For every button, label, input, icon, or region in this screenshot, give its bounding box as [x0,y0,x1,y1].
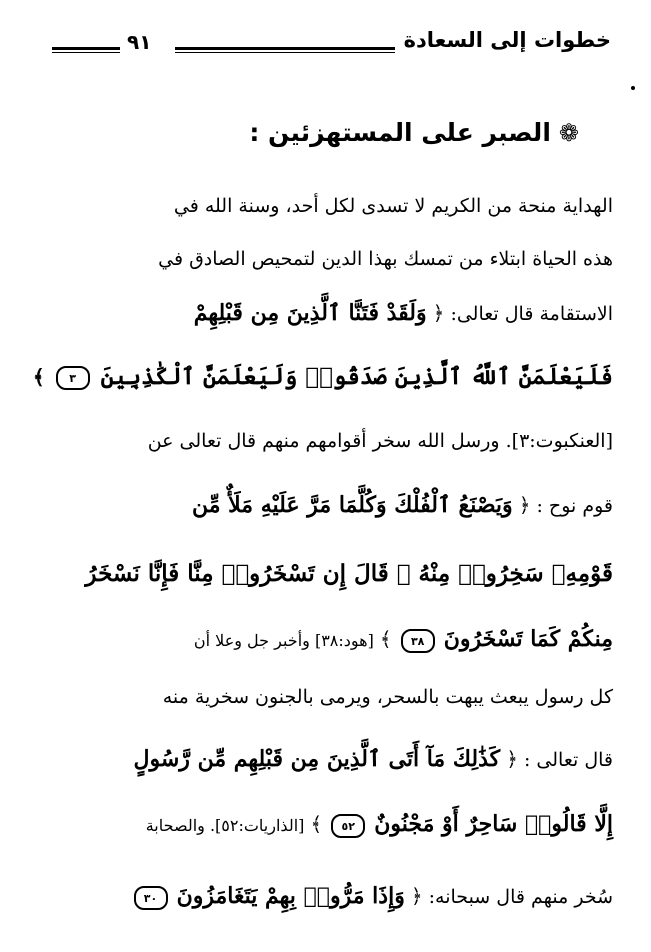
ayah-number-marker: ٣٠ [134,886,168,910]
paragraph-text: الهداية منحة من الكريم لا تسدى لكل أحد، وسنة الله في [173,195,613,217]
flower-icon: ❁ [558,118,579,147]
text-line-6 [44,494,613,516]
text-line-8 [44,628,613,653]
quran-verse: وَإِذَا مَرُّوا۟ بِهِمْ يَتَغَامَزُونَ [176,883,405,909]
quran-verse: وَلَقَدْ فَتَنَّا ٱلَّذِينَ مِن قَبْلِهِمْ [193,300,427,326]
quran-open-bracket: ﴿ [506,747,518,771]
text-line-4 [32,363,613,390]
paragraph-text: هذه الحياة ابتلاء من تمسك بهذا الدين لتمحيص الصادق في [158,248,613,270]
paragraph-text: كل رسول يبعث يبهت بالسحر، ويرمى بالجنون سخرية منه [162,686,613,708]
header-rule-left-thin [52,52,120,53]
paragraph-text: [العنكبوت:٣]. ورسل الله سخر أقوامهم منهم قال تعالى عن [147,430,613,452]
text-line-9 [44,688,613,707]
quran-verse: وَيَصْنَعُ ٱلْفُلْكَ وَكُلَّمَا مَرَّ عَلَيْهِ مَلَأٌ مِّن [191,492,513,518]
paragraph-text: [هود:٣٨] وأخبر جل وعلا أن [193,631,374,650]
text-line-3 [44,302,613,324]
running-header-title: خطوات إلى السعادة [403,28,611,52]
ayah-number-marker: ٣ [56,366,90,390]
quran-verse: مِنكُمْ كَمَا تَسْخَرُونَ [443,626,613,652]
quran-verse: كَذَٰلِكَ مَآ أَتَى ٱلَّذِينَ مِن قَبْلِهِم مِّن رَّسُولٍ [133,746,501,772]
quran-close-bracket: ﴾ [379,627,392,651]
quran-open-bracket: ﴿ [432,301,445,325]
paragraph-text: الاستقامة قال تعالى: [450,303,613,325]
quran-verse: قَوْمِهِۦ سَخِرُوا۟ مِنْهُ ۚ قَالَ إِن تَسْخَرُوا۟ مِنَّا فَإِنَّا نَسْخَرُ [85,560,613,587]
quran-verse: فَلَيَعْلَمَنَّ ٱللَّهُ ٱلَّذِينَ صَدَقُوا۟ وَلَيَعْلَمَنَّ ٱلْكَٰذِبِينَ [100,363,613,390]
text-line-12 [44,885,613,910]
quran-open-bracket: ﴿ [410,884,423,908]
ayah-number-marker: ٥٢ [331,814,365,838]
text-line-2 [44,250,613,269]
paragraph-text: [الذاريات:٥٢]. والصحابة [145,816,305,835]
paragraph-text: قوم نوح : [536,495,613,517]
text-line-5 [44,432,613,451]
header-rule [175,47,395,50]
text-line-10 [44,748,613,770]
quran-close-bracket: ﴾ [310,812,323,836]
text-line-7 [44,562,613,585]
quran-open-bracket: ﴿ [518,493,531,517]
header-rule-left [52,47,120,50]
text-line-1 [44,197,613,216]
paragraph-text: قال تعالى : [523,749,613,771]
margin-dot [631,86,635,90]
section-heading-text: الصبر على المستهزئين : [249,118,551,147]
header-rule-thin [175,52,395,53]
page-number: ٩١ [127,30,152,54]
ayah-number-marker: ٣٨ [401,629,435,653]
text-line-11 [44,813,613,838]
paragraph-text: سُخر منهم قال سبحانه: [428,886,613,908]
quran-verse: إِلَّا قَالُوا۟ سَاحِرٌ أَوْ مَجْنُونٌ [374,811,613,837]
quran-close-bracket: ﴾ [32,365,45,389]
section-heading [249,118,579,147]
